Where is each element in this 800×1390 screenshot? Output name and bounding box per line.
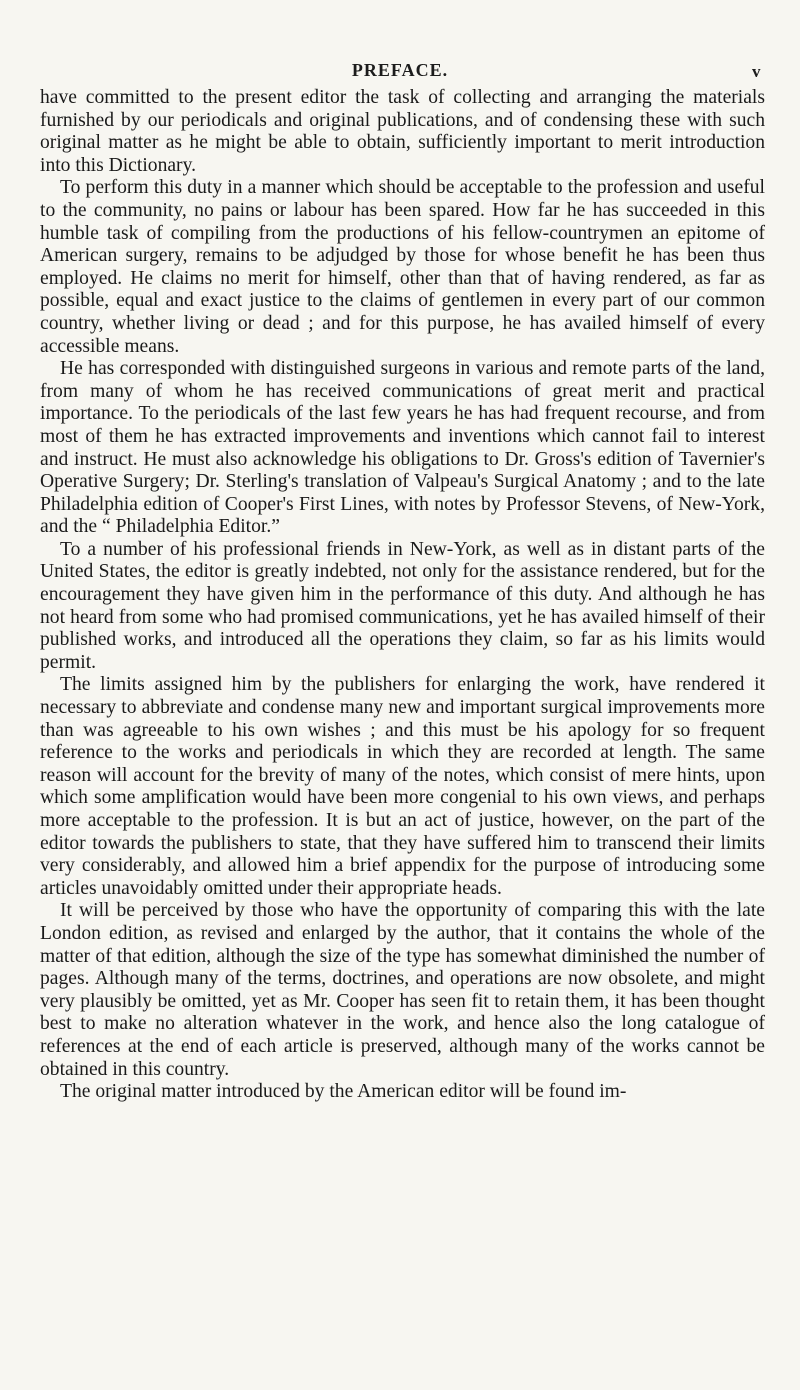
paragraph: have committed to the present editor the task of collecting and arranging the materials furnished by our periodicals and original publications, and of condensing these with such original matter as he might be able to obtain, sufficiently important to merit introduction into this Dictionary. — [40, 87, 765, 176]
paragraph: To perform this duty in a manner which should be acceptable to the profession and useful to the community, no pains or labour has been spared. How far he has succeeded in this humble task of compiling from the productions of his fellow-countrymen an epitome of American surgery, remains to be adjudged by those for whose benefit he has been thus employed. He claims no merit for himself, other than that of having rendered, as far as possible, equal and exact justice to the claims of gentlemen in every part of our common country, whether living or dead ; and for this purpose, he has availed himself of every accessible means. — [40, 177, 765, 357]
paragraph: To a number of his professional friends in New-York, as well as in distant parts of the United States, the editor is greatly indebted, not only for the assistance rendered, but for the encouragement they have given him in the performance of this duty. And although he has not heard from some who had promised communications, yet he has availed himself of their published works, and introduced all the operations they claim, so far as his limits would permit. — [40, 538, 765, 673]
paragraph: It will be perceived by those who have the opportunity of comparing this with the late London edition, as revised and enlarged by the author, that it contains the whole of the matter of that edition, although the size of the type has somewhat diminished the number of pages. Although many of the terms, doctrines, and operations are now obsolete, and might very plausibly be omitted, yet as Mr. Cooper has seen fit to retain them, it has been thought best to make no alteration whatever in the work, and hence also the long catalogue of references at the end of each article is preserved, although many of the works cannot be obtained in this country. — [40, 900, 765, 1080]
page-number: v — [752, 62, 761, 81]
running-head: PREFACE. — [351, 60, 449, 80]
preface-body — [40, 87, 765, 1104]
page-header — [0, 60, 800, 86]
paragraph: The limits assigned him by the publishers for enlarging the work, have rendered it necessary to abbreviate and condense many new and important surgical improvements more than was agreeable to his own wishes ; and this must be his apology for so frequent reference to the works and periodicals in which they are recorded at length. The same reason will account for the brevity of many of the notes, which consist of mere hints, upon which some amplification would have been more congenial to his own views, and perhaps more acceptable to the profession. It is but an act of justice, however, on the part of the editor towards the publishers to state, that they have suffered him to transcend their limits very considerably, and allowed him a brief appendix for the purpose of introducing some articles unavoidably omitted under their appropriate heads. — [40, 674, 765, 899]
paragraph: He has corresponded with distinguished surgeons in various and remote parts of the land, from many of whom he has received communications of great merit and practical importance. To the periodicals of the last few years he has had frequent recourse, and from most of them he has extracted improvements and inventions which cannot fail to interest and instruct. He must also acknowledge his obligations to Dr. Gross's edition of Tavernier's Operative Surgery; Dr. Sterling's translation of Valpeau's Surgical Anatomy ; and to the late Philadelphia edition of Cooper's First Lines, with notes by Professor Stevens, of New-York, and the “ Philadelphia Editor.” — [40, 358, 765, 538]
paragraph: The original matter introduced by the American editor will be found im- — [60, 1081, 627, 1103]
